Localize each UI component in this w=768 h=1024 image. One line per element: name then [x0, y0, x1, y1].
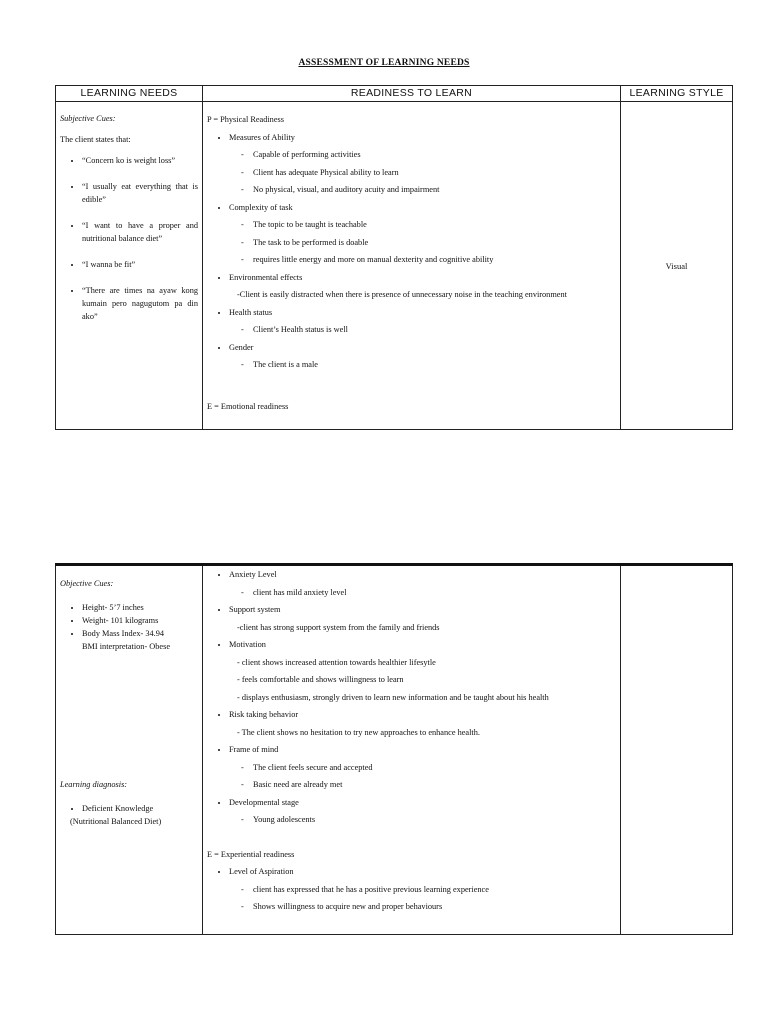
objective-item: • Weight- 101 kilograms — [82, 614, 198, 627]
physical-readiness-heading: P = Physical Readiness — [207, 115, 284, 124]
learning-diagnosis-label: Learning diagnosis: — [60, 780, 128, 789]
experiential-readiness-heading: E = Experiential readiness — [207, 849, 295, 859]
quote-item: • “I want to have a proper and nutritional balance diet” — [82, 219, 198, 245]
assessment-table-page2 — [55, 563, 733, 935]
motivation: • Motivation — [229, 636, 616, 654]
risk-taking-behavior: • Risk taking behavior — [229, 706, 616, 724]
complexity-item: - requires little energy and more on manual dexterity and cognitive ability — [241, 255, 494, 264]
developmental-item: - Young adolescents — [241, 815, 316, 824]
diagnosis-item: • Deficient Knowledge — [82, 802, 198, 815]
frame-list — [207, 741, 616, 759]
complexity-item: - The topic to be taught is teachable — [241, 220, 367, 229]
readiness-continued-cell — [203, 565, 621, 935]
developmental-list — [207, 794, 616, 812]
quote-item: • “I wanna be fit” — [82, 258, 198, 271]
measures-of-ability: • Measures of Ability — [229, 129, 616, 147]
measure-item: - Client has adequate Physical ability to learn — [241, 167, 399, 177]
aspiration-item: - Shows willingness to acquire new and proper behaviours — [241, 902, 443, 911]
bmi-interpretation: BMI interpretation- Obese — [82, 642, 171, 651]
environmental-effects: • Environmental effects — [229, 269, 616, 287]
learning-style-value: Visual — [665, 260, 688, 271]
health-list — [207, 304, 616, 322]
assessment-table-page1 — [55, 85, 733, 430]
anxiety-level: • Anxiety Level — [229, 566, 616, 584]
environment-text: -Client is easily distracted when there is presence of unnecessary noise in the teaching environment — [237, 290, 567, 299]
motivation-line: - displays enthusiasm, strongly driven to learn new information and be taught about his health — [237, 692, 549, 702]
objective-item: • Height- 5’7 inches — [82, 601, 198, 614]
learning-style-empty-cell — [621, 565, 733, 935]
header-learning-needs: LEARNING NEEDS — [56, 86, 203, 102]
objective-cues-list — [60, 601, 198, 640]
diagnosis-subtext: (Nutritional Balanced Diet) — [70, 817, 162, 826]
frame-item: - The client feels secure and accepted — [241, 762, 373, 772]
quote-item: • “I usually eat everything that is edible” — [82, 180, 198, 206]
aspiration-list — [207, 863, 616, 881]
client-states-text: The client states that: — [60, 135, 131, 144]
measure-item: - Capable of performing activities — [241, 150, 361, 159]
support-list — [207, 601, 616, 619]
anxiety-item: - client has mild anxiety level — [241, 587, 347, 597]
health-status: • Health status — [229, 304, 616, 322]
level-of-aspiration: • Level of Aspiration — [229, 863, 616, 881]
document-title: ASSESSMENT OF LEARNING NEEDS — [298, 58, 470, 68]
aspiration-item: - client has expressed that he has a positive previous learning experience — [241, 884, 489, 894]
objective-cues-cell — [56, 565, 203, 935]
quote-item: • “There are times na ayaw kong kumain pero nagugutom pa din ako” — [82, 284, 198, 323]
quote-item: • “Concern ko is weight loss” — [82, 154, 198, 167]
health-item: - Client’s Health status is well — [241, 325, 348, 334]
header-readiness-to-learn: READINESS TO LEARN — [203, 86, 621, 102]
complexity-list — [207, 199, 616, 217]
gender-list — [207, 339, 616, 357]
objective-item: • Body Mass Index- 34.94 — [82, 627, 198, 640]
header-learning-style: LEARNING STYLE — [621, 86, 733, 102]
learning-needs-cell — [56, 102, 203, 430]
motivation-line: - feels comfortable and shows willingness to learn — [237, 675, 404, 684]
complexity-item: - The task to be performed is doable — [241, 237, 369, 247]
readiness-cell — [203, 102, 621, 430]
measures-list — [207, 129, 616, 147]
diagnosis-list — [60, 802, 198, 815]
risk-text: - The client shows no hesitation to try new approaches to enhance health. — [237, 727, 480, 737]
gender: • Gender — [229, 339, 616, 357]
frame-item: - Basic need are already met — [241, 780, 343, 789]
subjective-quotes-list — [60, 154, 198, 323]
support-text: -client has strong support system from the family and friends — [237, 622, 440, 632]
environment-list — [207, 269, 616, 287]
anxiety-list — [207, 566, 616, 584]
motivation-line: - client shows increased attention towards healthier lifesytle — [237, 657, 436, 667]
motivation-list — [207, 636, 616, 654]
frame-of-mind: • Frame of mind — [229, 741, 616, 759]
gender-item: - The client is a male — [241, 360, 318, 369]
complexity-of-task: • Complexity of task — [229, 199, 616, 217]
subjective-cues-label: Subjective Cues: — [60, 114, 116, 123]
risk-list — [207, 706, 616, 724]
objective-cues-label: Objective Cues: — [60, 579, 114, 588]
measure-item: - No physical, visual, and auditory acuity and impairment — [241, 185, 440, 194]
developmental-stage: • Developmental stage — [229, 794, 616, 812]
support-system: • Support system — [229, 601, 616, 619]
emotional-readiness-heading: E = Emotional readiness — [207, 401, 289, 411]
learning-style-cell — [621, 102, 733, 430]
